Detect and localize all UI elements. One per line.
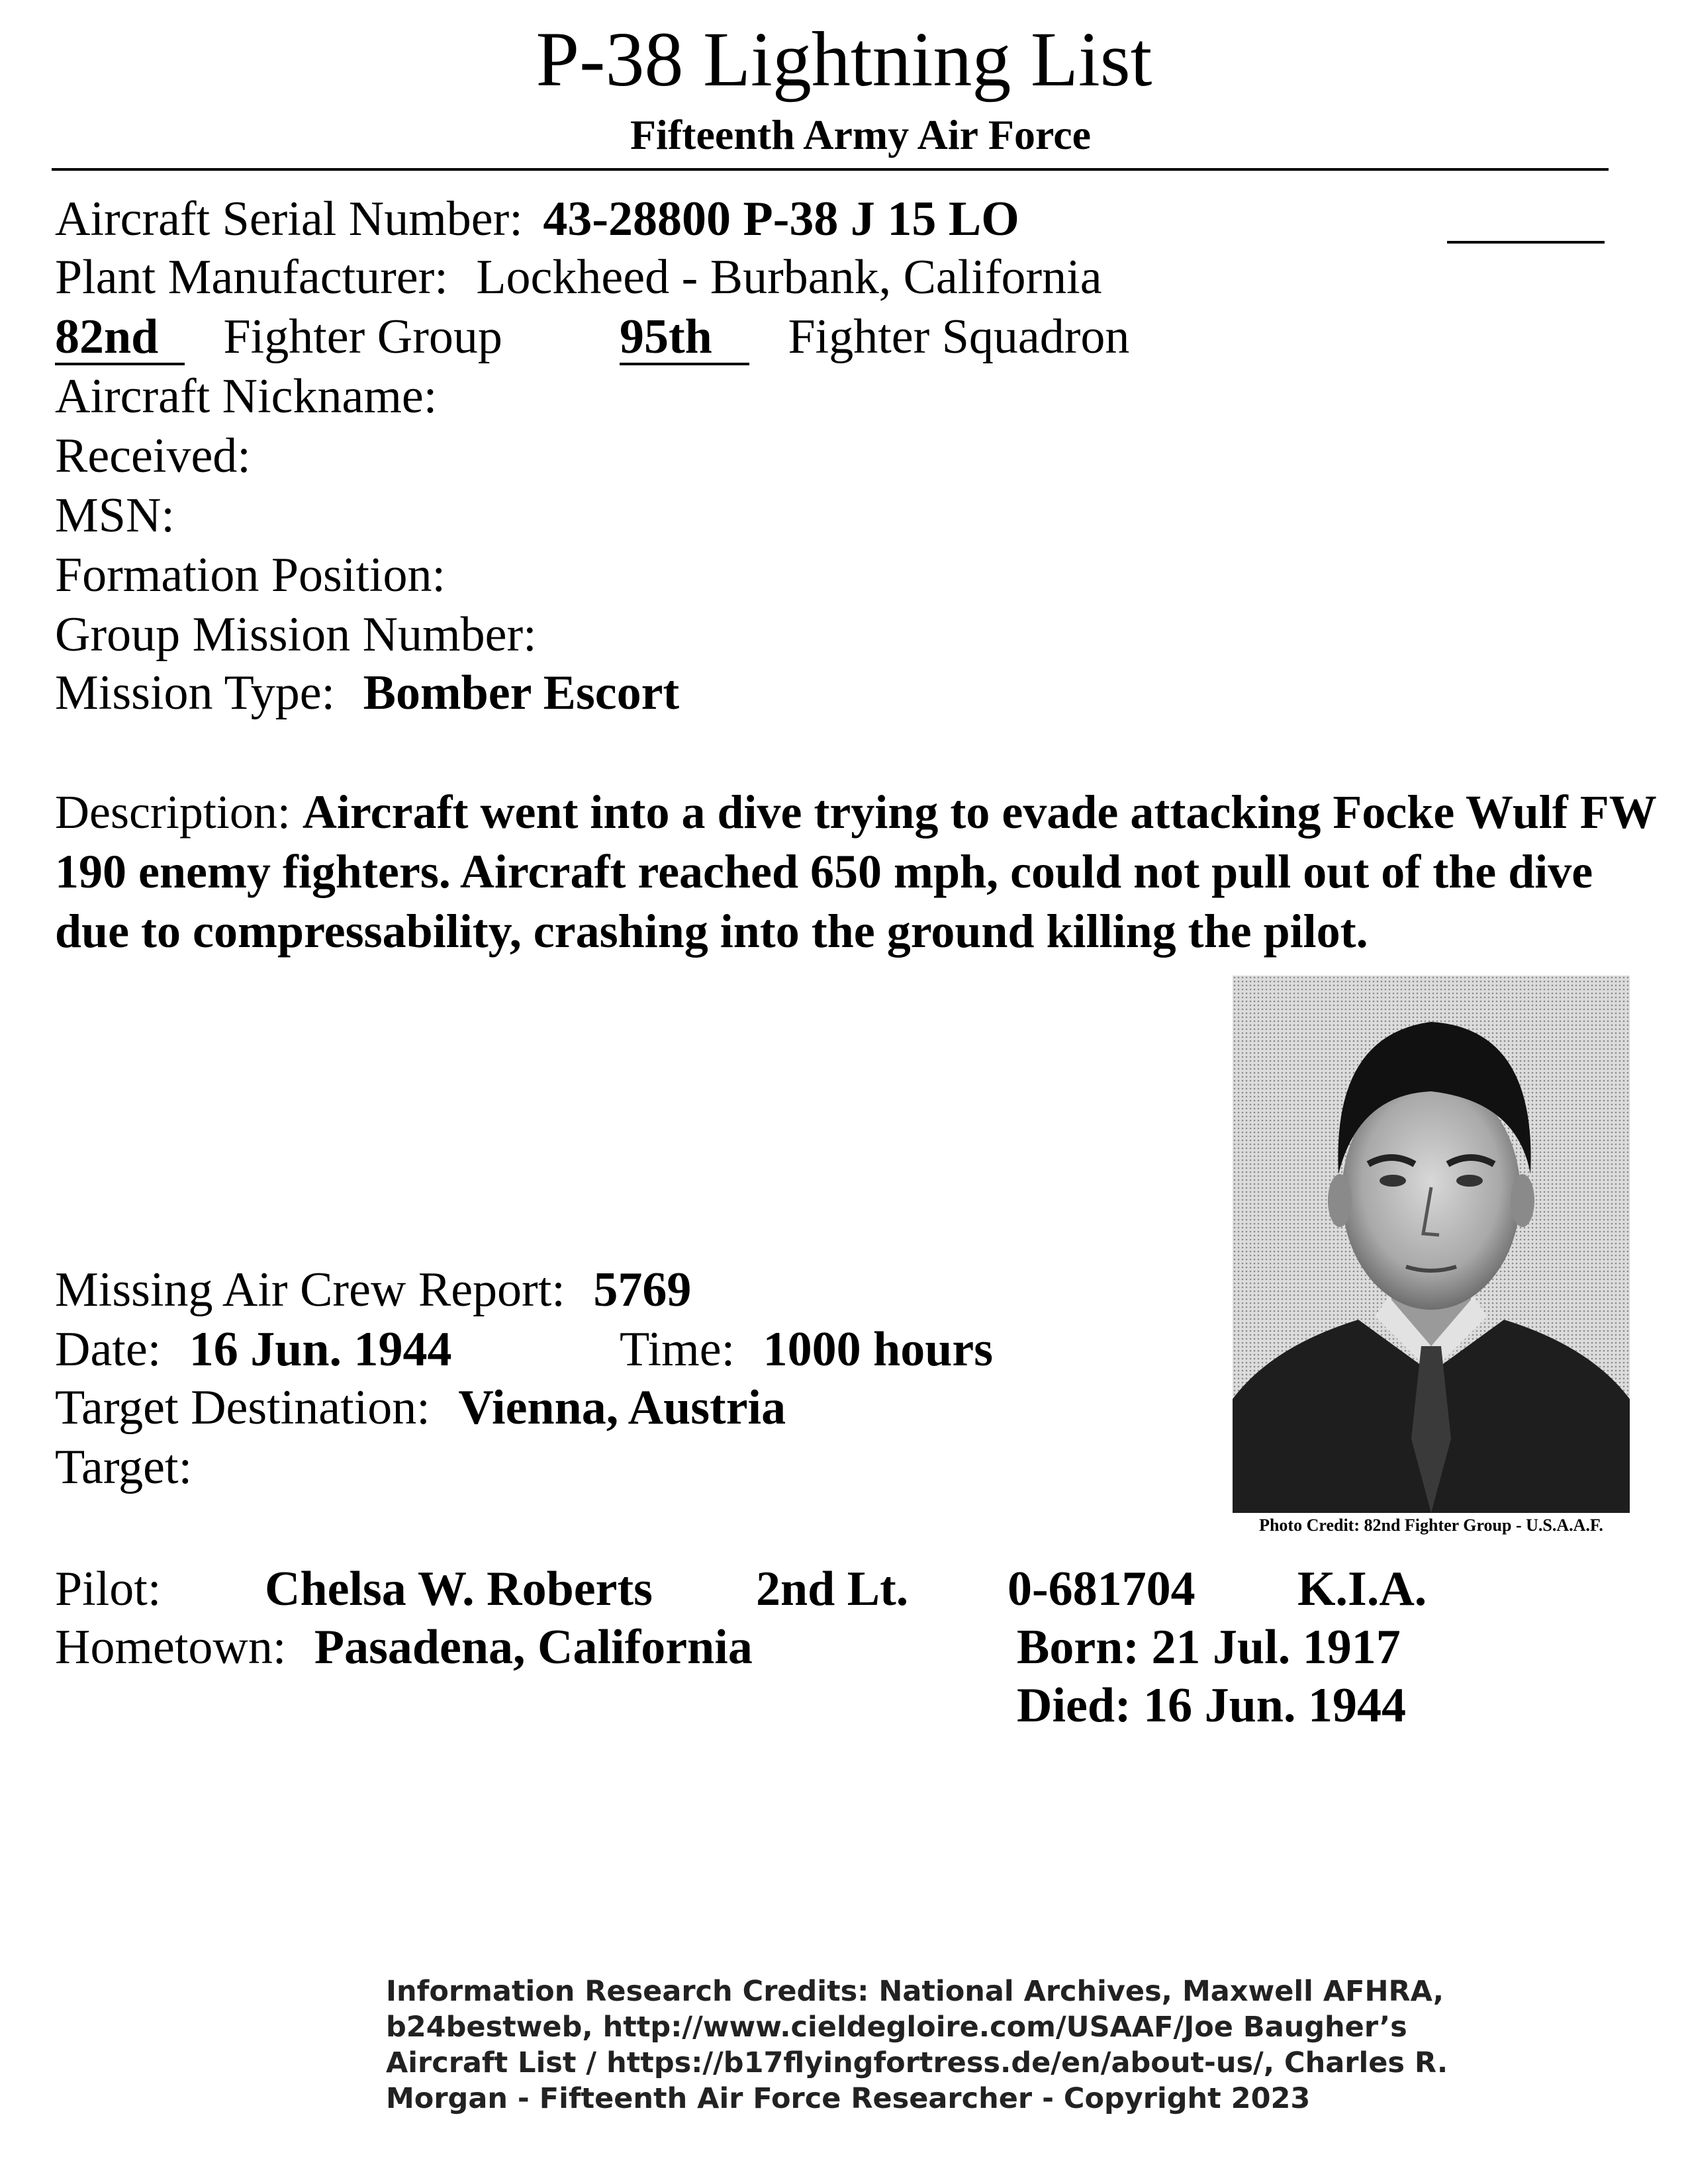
- msn-label: MSN:: [55, 488, 175, 543]
- hometown-value: Pasadena, California: [314, 1620, 753, 1674]
- description-text: Aircraft went into a dive trying to evade attacking Focke Wulf FW 190 enemy fighters. Aircraft reached 650 mph, could not pull out of the dive due to compressability, crashing into the ground killing the pilot.: [55, 786, 1656, 958]
- credits-line-2: b24bestweb, http://www.cieldegloire.com/USAAF/Joe Baugher’s: [386, 2011, 1407, 2044]
- serial-value: 43-28800 P-38 J 15 LO: [543, 192, 1019, 246]
- pilot-died: Died: 16 Jun. 1944: [1017, 1678, 1406, 1733]
- target-destination-label: Target Destination:: [55, 1381, 430, 1435]
- received-label: Received:: [55, 429, 251, 483]
- page-title: P-38 Lightning List: [536, 16, 1152, 103]
- macr-value: 5769: [593, 1263, 692, 1317]
- squadron-label: Fighter Squadron: [788, 310, 1130, 364]
- manufacturer-row: [55, 248, 1102, 307]
- group-mission-label: Group Mission Number:: [55, 608, 537, 662]
- pilot-name: Chelsa W. Roberts: [265, 1562, 653, 1616]
- nickname-label: Aircraft Nickname:: [55, 369, 438, 424]
- manufacturer-label: Plant Manufacturer:: [55, 250, 448, 304]
- group-label: Fighter Group: [223, 310, 502, 364]
- credits-line-1: Information Research Credits: National Archives, Maxwell AFHRA,: [386, 1975, 1444, 2008]
- date-row: [55, 1320, 452, 1379]
- credits-line-3: Aircraft List / https://b17flyingfortress.de/en/about-us/, Charles R.: [386, 2046, 1448, 2079]
- target-destination-row: [55, 1378, 786, 1437]
- serial-label: Aircraft Serial Number:: [55, 192, 523, 246]
- credits-line-4: Morgan - Fifteenth Air Force Researcher - Copyright 2023: [386, 2082, 1311, 2115]
- squadron-value: 95th: [620, 311, 749, 365]
- photo-credit: Photo Credit: 82nd Fighter Group - U.S.A.A.F.: [1259, 1516, 1603, 1535]
- target-destination-value: Vienna, Austria: [458, 1381, 786, 1435]
- pilot-portrait-photo: [1233, 976, 1630, 1513]
- hometown-label: Hometown:: [55, 1620, 287, 1674]
- macr-row: [55, 1260, 691, 1320]
- mission-type-value: Bomber Escort: [363, 666, 680, 720]
- description-label: Description:: [55, 786, 291, 839]
- group-value: 82nd: [55, 311, 185, 365]
- squadron-row: [620, 307, 1129, 367]
- group-row: [55, 307, 502, 367]
- pilot-serial: 0-681704: [1008, 1562, 1196, 1616]
- time-label: Time:: [620, 1322, 735, 1377]
- time-row: [620, 1320, 993, 1379]
- page-subtitle: Fifteenth Army Air Force: [630, 111, 1092, 158]
- hometown-row: [55, 1617, 753, 1677]
- date-label: Date:: [55, 1322, 162, 1377]
- macr-label: Missing Air Crew Report:: [55, 1263, 565, 1317]
- serial-row: [55, 189, 1019, 249]
- mission-type-row: [55, 663, 679, 723]
- serial-blank-line: [1447, 241, 1605, 244]
- manufacturer-value: Lockheed - Burbank, California: [476, 250, 1102, 304]
- pilot-rank: 2nd Lt.: [756, 1562, 909, 1616]
- header-divider: [52, 168, 1609, 171]
- date-value: 16 Jun. 1944: [189, 1322, 452, 1377]
- description-block: [55, 782, 1657, 961]
- pilot-born: Born: 21 Jul. 1917: [1017, 1620, 1401, 1674]
- mission-type-label: Mission Type:: [55, 666, 336, 720]
- pilot-label: Pilot:: [55, 1562, 162, 1616]
- pilot-status: K.I.A.: [1297, 1562, 1427, 1616]
- formation-label: Formation Position:: [55, 548, 446, 602]
- research-credits: [386, 1974, 1448, 2116]
- target-label: Target:: [55, 1440, 193, 1494]
- time-value: 1000 hours: [763, 1322, 994, 1377]
